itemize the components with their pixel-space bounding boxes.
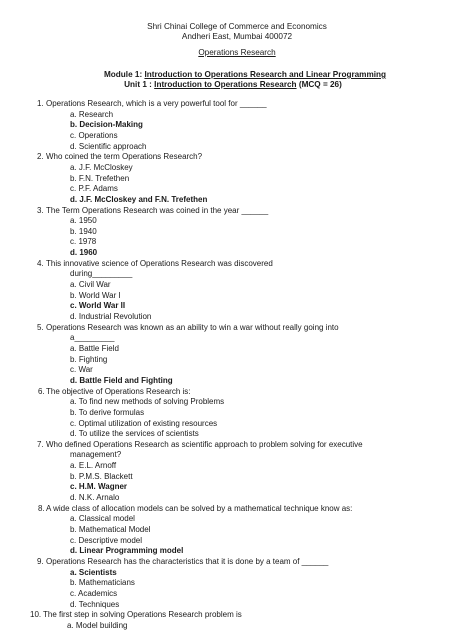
unit-suffix: (MCQ = 26): [296, 80, 342, 89]
answer-option: b. F.N. Trefethen: [70, 173, 130, 183]
question-text: Operations Research has the characteristics that it is done by a team of ______: [46, 556, 329, 566]
college-name: Shri Chinai College of Commerce and Economics: [147, 22, 327, 31]
module-heading: [8, 70, 474, 80]
answer-option: c. Academics: [70, 588, 118, 598]
college-address: Andheri East, Mumbai 400072: [181, 32, 293, 41]
question-text: The first step in solving Operations Research problem is: [43, 610, 242, 620]
answer-option: a. J.F. McCloskey: [70, 162, 133, 172]
question-text: management?: [70, 450, 122, 460]
answer-option-correct: a. Scientists: [70, 567, 117, 577]
unit-heading: [0, 80, 470, 90]
question-text: A wide class of allocation models can be solved by a mathematical technique know as:: [46, 503, 353, 513]
answer-option-correct: c. World War II: [70, 301, 126, 311]
answer-option: c. Optimal utilization of existing resources: [70, 418, 218, 428]
answer-option: d. To utilize the services of scientists: [70, 429, 199, 439]
question-number: 3.: [37, 205, 44, 215]
answer-option: c. Descriptive model: [70, 535, 143, 545]
question-number: 1.: [37, 99, 44, 108]
unit-prefix: Unit 1 :: [124, 80, 155, 89]
answer-option: b. World War I: [70, 290, 121, 300]
answer-option: c. War: [70, 365, 93, 375]
module-title: Introduction to Operations Research and Linear Programming: [144, 70, 387, 79]
answer-option: d. Industrial Revolution: [70, 312, 152, 321]
answer-option: c. P.F. Adams: [70, 184, 118, 194]
answer-option-correct: d. Battle Field and Fighting: [70, 375, 173, 385]
answer-option: a. Research: [70, 109, 114, 119]
question-text: The objective of Operations Research is:: [46, 386, 191, 396]
answer-option: a. Battle Field: [70, 343, 119, 353]
question-number: 8.: [38, 503, 45, 513]
answer-option: c. 1978: [70, 237, 97, 247]
answer-option: a. Classical model: [70, 514, 135, 524]
answer-option: b. Fighting: [70, 354, 108, 364]
question-text: Operations Research, which is a very powerful tool for ______: [46, 99, 267, 108]
question-number: 4.: [37, 258, 44, 268]
question-text: during_________: [70, 269, 133, 279]
subject-title: Operations Research: [198, 48, 276, 57]
question-number: 5.: [37, 322, 44, 332]
question-number: 2.: [37, 152, 44, 162]
answer-option: d. N.K. Arnalo: [70, 493, 120, 503]
question-number: 9.: [37, 556, 44, 566]
answer-option: a. Model building: [67, 620, 128, 630]
answer-option: a. 1950: [70, 216, 97, 226]
answer-option: a. Civil War: [70, 280, 111, 290]
question-text: The Term Operations Research was coined in the year ______: [46, 205, 269, 215]
question-text: Who defined Operations Research as scientific approach to problem solving for executive: [46, 439, 363, 449]
answer-option: b. To derive formulas: [70, 407, 145, 417]
answer-option-correct: b. Decision-Making: [70, 120, 143, 130]
answer-option: b. Mathematical Model: [70, 525, 151, 534]
answer-option-correct: d. Linear Programming model: [70, 546, 184, 556]
answer-option: b. P.M.S. Blackett: [70, 471, 133, 481]
question-text: Operations Research was known as an ability to win a war without really going into: [46, 322, 339, 332]
answer-option: b. Mathematicians: [70, 578, 135, 588]
answer-option: d. Techniques: [70, 599, 120, 609]
answer-option-correct: c. H.M. Wagner: [70, 482, 128, 492]
unit-title: Introduction to Operations Research: [154, 80, 297, 89]
question-text: a_________: [70, 333, 115, 343]
question-number: 6.: [38, 386, 45, 396]
question-text: This innovative science of Operations Research was discovered: [46, 258, 273, 268]
answer-option: c. Operations: [70, 130, 118, 140]
answer-option: b. 1940: [70, 226, 97, 236]
question-text: Who coined the term Operations Research?: [46, 152, 203, 162]
question-number: 10.: [30, 610, 42, 620]
answer-option: a. E.L. Arnoff: [70, 461, 117, 471]
answer-option: a. To find new methods of solving Problems: [70, 397, 225, 407]
answer-option-correct: d. J.F. McCloskey and F.N. Trefethen: [70, 194, 208, 204]
module-prefix: Module 1:: [103, 70, 145, 79]
answer-option-correct: d. 1960: [70, 248, 98, 258]
question-number: 7.: [37, 439, 44, 449]
answer-option: d. Scientific approach: [70, 141, 147, 151]
